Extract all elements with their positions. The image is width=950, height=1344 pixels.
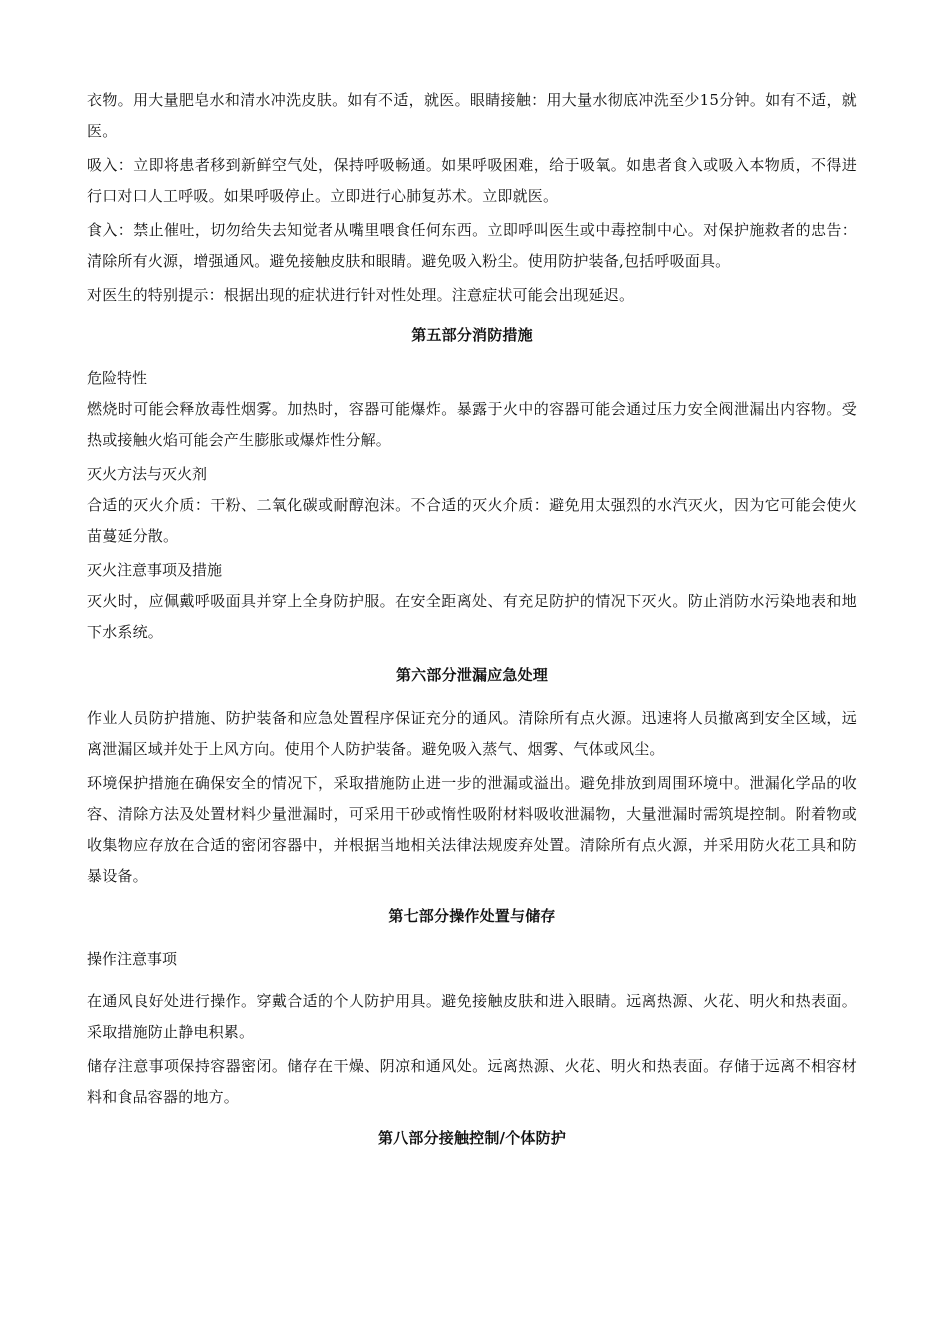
document-page bbox=[87, 85, 857, 1154]
section6-environment-text: 环境保护措施在确保安全的情况下，采取措施防止进一步的泄漏或溢出。避免排放到周围环境中。泄漏化学品的收容、清除方法及处置材料少量泄漏时，可采用干砂或惰性吸附材料吸收泄漏物，大量泄漏时需筑堤控制。附着物或收集物应存放在合适的密闭容器中，并根据当地相关法律法规废弃处置。清除所有点火源，并采用防火花工具和防暴设备。 bbox=[87, 774, 857, 885]
section5-title: 第五部分消防措施 bbox=[411, 326, 533, 344]
first-aid-skin-eye-text: 衣物。用大量肥皂水和清水冲洗皮肤。如有不适，就医。眼睛接触：用大量水彻底冲洗至少15分钟。如有不适，就医。 bbox=[87, 91, 857, 140]
first-aid-ingestion-text: 食入：禁止催吐，切勿给失去知觉者从嘴里喂食任何东西。立即呼叫医生或中毒控制中心。对保护施救者的忠告：清除所有火源，增强通风。避免接触皮肤和眼睛。避免吸入粉尘。使用防护装备,包括呼吸面具。 bbox=[87, 221, 857, 270]
section7-handling-text: 在通风良好处进行操作。穿戴合适的个人防护用具。避免接触皮肤和进入眼睛。远离热源、火花、明火和热表面。采取措施防止静电积累。 bbox=[87, 992, 857, 1041]
section5-hazard-heading: 危险特性 bbox=[87, 369, 148, 387]
section6-personnel-text: 作业人员防护措施、防护装备和应急处置程序保证充分的通风。清除所有点火源。迅速将人员撤离到安全区域，远离泄漏区域并处于上风方向。使用个人防护装备。避免吸入蒸气、烟雾、气体或风尘。 bbox=[87, 709, 857, 758]
section7-title: 第七部分操作处置与储存 bbox=[388, 907, 556, 925]
section8-title: 第八部分接触控制/个体防护 bbox=[377, 1129, 567, 1147]
section5-precaution-heading: 灭火注意事项及措施 bbox=[87, 561, 223, 579]
first-aid-inhalation-text: 吸入：立即将患者移到新鲜空气处，保持呼吸畅通。如果呼吸困难，给于吸氧。如患者食入或吸入本物质，不得进行口对口人工呼吸。如果呼吸停止。立即进行心肺复苏术。立即就医。 bbox=[87, 156, 857, 205]
section5-precaution-text: 灭火时，应佩戴呼吸面具并穿上全身防护服。在安全距离处、有充足防护的情况下灭火。防止消防水污染地表和地下水系统。 bbox=[87, 592, 857, 641]
section7-handling-heading: 操作注意事项 bbox=[87, 950, 178, 968]
section7-storage-text: 储存注意事项保持容器密闭。储存在干燥、阴凉和通风处。远离热源、火花、明火和热表面。存储于远离不相容材料和食品容器的地方。 bbox=[87, 1057, 857, 1106]
section5-method-heading: 灭火方法与灭火剂 bbox=[87, 465, 208, 483]
section5-hazard-text: 燃烧时可能会释放毒性烟雾。加热时，容器可能爆炸。暴露于火中的容器可能会通过压力安全阀泄漏出内容物。受热或接触火焰可能会产生膨胀或爆炸性分解。 bbox=[87, 400, 857, 449]
section6-title: 第六部分泄漏应急处理 bbox=[395, 666, 548, 684]
first-aid-doctor-note: 对医生的特别提示：根据出现的症状进行针对性处理。注意症状可能会出现延迟。 bbox=[87, 286, 635, 304]
section5-method-text: 合适的灭火介质：干粉、二氧化碳或耐醇泡沫。不合适的灭火介质：避免用太强烈的水汽灭火，因为它可能会使火苗蔓延分散。 bbox=[87, 496, 857, 545]
